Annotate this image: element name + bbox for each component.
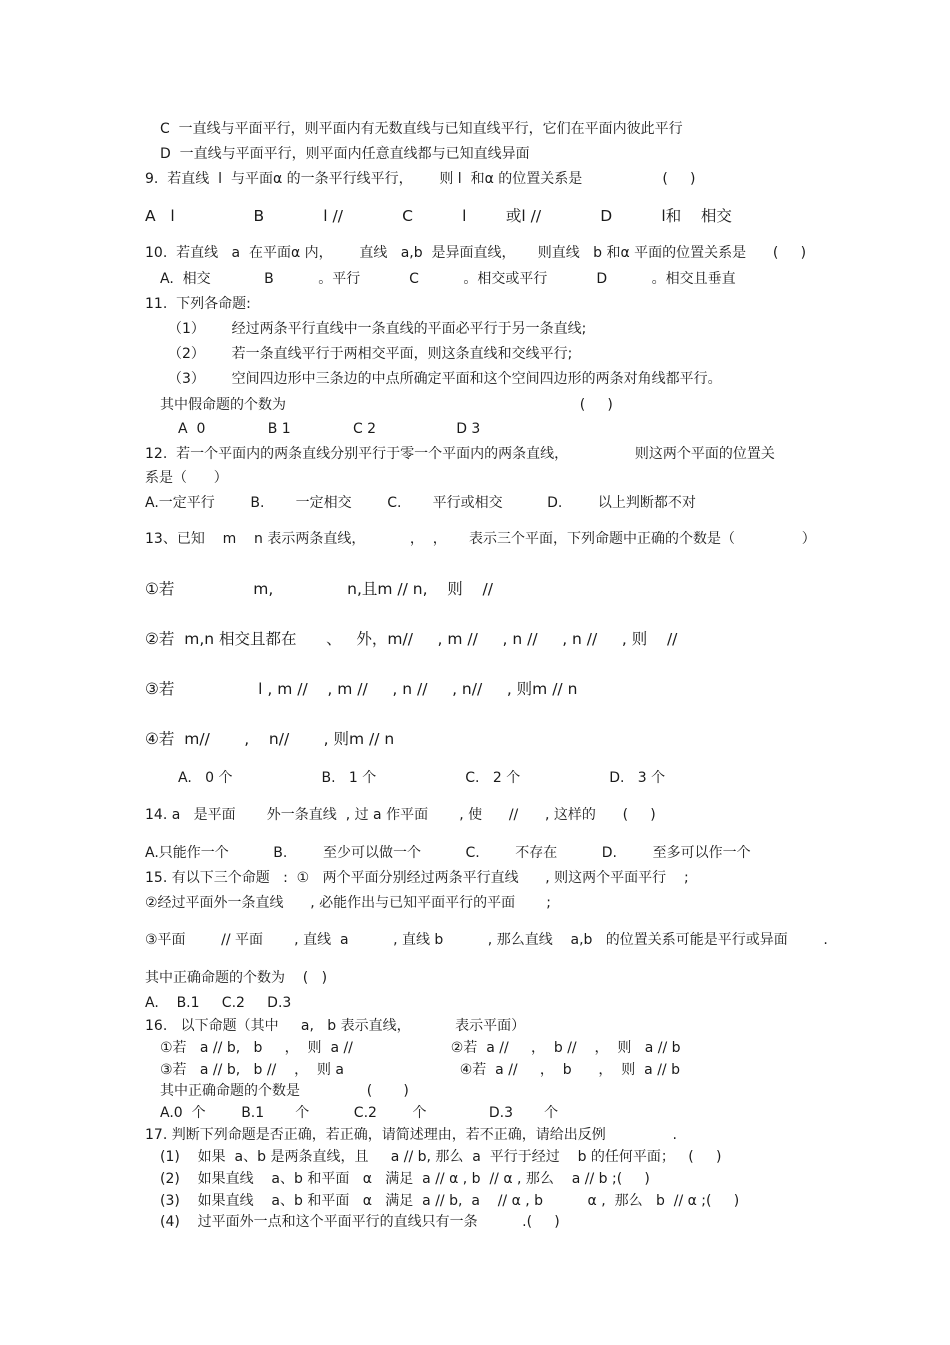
question-16-row-1: ①若 a // b, b ， 则 a // ②若 a // ， b // ， 则 a // b (160, 1040, 681, 1056)
question-12: 12. 若一个平面内的两条直线分别平行于零一个平面内的两条直线， 则这两个平面的位置关 (145, 446, 775, 462)
question-13: 13、已知 m n 表示两条直线， ， ， 表示三个平面，下列命题中正确的个数是（ ） (145, 531, 816, 547)
question-13-statement-1: ①若 m, n,且m // n, 则 // (145, 580, 493, 598)
question-14: 14. a 是平面 外一条直线 , 过 a 作平面 , 使 // , 这样的 ( ) (145, 807, 656, 823)
option-d-previous: D 一直线与平面平行，则平面内任意直线都与已知直线异面 (160, 146, 530, 162)
question-12-continued: 系是（ ） (145, 470, 228, 486)
question-17: 17. 判断下列命题是否正确，若正确，请简述理由，若不正确，请给出反例 . (145, 1127, 677, 1143)
question-11-statement-1: （1） 经过两条平行直线中一条直线的平面必平行于另一条直线; (168, 321, 587, 337)
question-15: 15. 有以下三个命题 : ① 两个平面分别经过两条平行直线 , 则这两个平面平行 ; (145, 870, 689, 886)
question-13-options: A. 0 个 B. 1 个 C. 2 个 D. 3 个 (178, 770, 666, 786)
question-13-statement-3: ③若 l , m // , m // , n // , n// , 则m // n (145, 680, 578, 698)
question-15-ask: 其中正确命题的个数为 ( ) (145, 970, 328, 986)
question-15-statement-3: ③平面 // 平面 , 直线 a , 直线 b , 那么直线 a,b 的位置关系可能是平行或异面 . (145, 932, 828, 948)
question-10: 10. 若直线 a 在平面α 内， 直线 a,b 是异面直线， 则直线 b 和α 平面的位置关系是 ( ) (145, 245, 807, 261)
question-17-item-4: (4) 过平面外一点和这个平面平行的直线只有一条 .( ) (160, 1214, 560, 1230)
question-15-statement-2: ②经过平面外一条直线 , 必能作出与已知平面平行的平面 ; (145, 895, 552, 911)
question-17-item-2: (2) 如果直线 a、b 和平面 α 满足 a // α , b // α , 那么 a // b ;( ) (160, 1171, 650, 1187)
question-11-statement-3: （3） 空间四边形中三条边的中点所确定平面和这个空间四边形的两条对角线都平行。 (168, 371, 722, 387)
question-17-item-1: (1) 如果 a、b 是两条直线，且 a // b, 那么 a 平行于经过 b 的任何平面； ( ) (160, 1149, 722, 1165)
question-9-options: A l B l // C l 或l // D l和 相交 (145, 207, 732, 225)
question-11-statement-2: （2） 若一条直线平行于两相交平面，则这条直线和交线平行; (168, 346, 573, 362)
question-16-row-2: ③若 a // b, b // ， 则 a ④若 a // ， b ， 则 a // b (160, 1062, 680, 1078)
question-13-statement-4: ④若 m// , n// , 则m // n (145, 730, 395, 748)
option-c-previous: C 一直线与平面平行，则平面内有无数直线与已知直线平行，它们在平面内彼此平行 (160, 121, 683, 137)
question-11: 11. 下列各命题: (145, 296, 251, 312)
question-17-item-3: (3) 如果直线 a、b 和平面 α 满足 a // b, a // α , b α , 那么 b // α ;( ) (160, 1193, 740, 1209)
question-9: 9. 若直线 l 与平面α 的一条平行线平行， 则 l 和α 的位置关系是 ( ) (145, 171, 696, 187)
question-12-options: A.一定平行 B. 一定相交 C. 平行或相交 D. 以上判断都不对 (145, 495, 696, 511)
question-16-ask: 其中正确命题的个数是 ( ) (160, 1083, 409, 1099)
question-14-options: A.只能作一个 B. 至少可以做一个 C. 不存在 D. 至多可以作一个 (145, 845, 751, 861)
question-16-options: A.0 个 B.1 个 C.2 个 D.3 个 (160, 1105, 559, 1121)
question-11-ask: 其中假命题的个数为 ( ) (160, 397, 613, 413)
question-11-options: A 0 B 1 C 2 D 3 (178, 421, 481, 437)
question-16: 16. 以下命题（其中 a, b 表示直线， 表示平面） (145, 1018, 526, 1034)
question-10-options: A. 相交 B 。平行 C 。相交或平行 D 。相交且垂直 (160, 271, 736, 287)
question-15-options: A. B.1 C.2 D.3 (145, 995, 292, 1011)
question-13-statement-2: ②若 m,n 相交且都在 、 外，m// , m // , n // , n // , 则 // (145, 630, 678, 648)
